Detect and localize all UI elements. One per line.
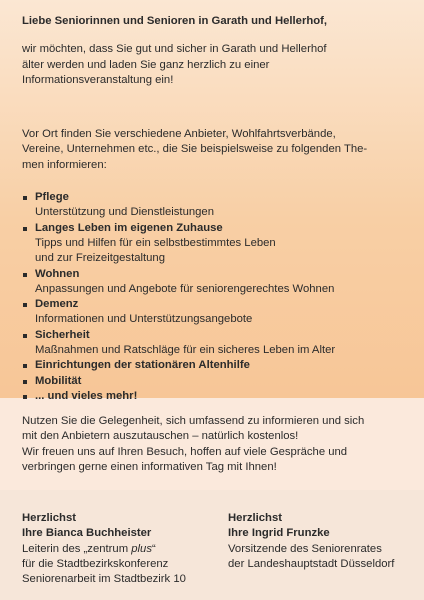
topic-description: und zur Freizeitgestaltung — [35, 252, 165, 265]
invitation-line: mit den Anbietern auszutauschen – natürlich kostenlos! — [22, 430, 299, 443]
topic-item-vieles-mehr — [22, 389, 406, 404]
topic-description: Informationen und Unterstützungsangebote — [35, 313, 253, 326]
invitation-paragraph — [22, 414, 406, 475]
signature-block — [22, 511, 412, 587]
topic-title: Sicherheit — [35, 328, 90, 341]
signature-name: Ihre Bianca Buchheister — [22, 527, 152, 540]
signature-name: Ihre Ingrid Frunzke — [228, 527, 330, 540]
signature-role-line: Seniorenarbeit im Stadtbezirk 10 — [22, 573, 186, 586]
topics-list — [22, 190, 406, 404]
topic-description: Tipps und Hilfen für ein selbstbestimmtes Leben — [35, 236, 276, 249]
providers-line: Vereine, Unternehmen etc., die Sie beispielsweise zu folgenden The- — [22, 143, 368, 156]
signature-role-prefix: Leiterin des „zentrum — [22, 542, 132, 555]
topic-item-pflege — [22, 190, 406, 221]
intro-line: wir möchten, dass Sie gut und sicher in Garath und Hellerhof — [22, 43, 327, 56]
topic-title: Demenz — [35, 298, 79, 311]
intro-line: Informationsveranstaltung ein! — [22, 73, 174, 86]
signature-role-line: für die Stadtbezirkskonferenz — [22, 557, 169, 570]
topic-title: ... und vieles mehr! — [35, 389, 138, 402]
signature-role-suffix: “ — [152, 542, 156, 555]
intro-line: älter werden und laden Sie ganz herzlich zu einer — [22, 58, 270, 71]
providers-line: Vor Ort finden Sie verschiedene Anbieter, Wohlfahrtsverbände, — [22, 128, 336, 141]
signature-greeting: Herzlichst — [228, 512, 282, 524]
signature-right — [228, 511, 412, 587]
topic-title: Wohnen — [35, 267, 80, 280]
signature-role-line: der Landeshauptstadt Düsseldorf — [228, 557, 395, 570]
topic-item-altenhilfe — [22, 358, 406, 373]
invitation-line: verbringen gerne einen informativen Tag mit Ihnen! — [22, 460, 277, 473]
topic-title: Langes Leben im eigenen Zuhause — [35, 221, 223, 234]
signature-role-italic: plus — [131, 542, 152, 555]
topic-item-sicherheit — [22, 328, 406, 359]
topic-item-demenz — [22, 297, 406, 328]
signature-greeting: Herzlichst — [22, 512, 76, 524]
providers-line: men informieren: — [22, 158, 107, 171]
signature-role-line: Vorsitzende des Seniorenrates — [228, 542, 382, 555]
topic-description: Unterstützung und Dienstleistungen — [35, 206, 214, 219]
topic-title: Mobilität — [35, 374, 82, 387]
providers-paragraph — [22, 127, 406, 173]
letter-body — [22, 14, 406, 404]
topic-item-wohnen — [22, 267, 406, 298]
topic-title: Pflege — [35, 191, 69, 204]
invitation-line: Nutzen Sie die Gelegenheit, sich umfassend zu informieren und sich — [22, 415, 365, 427]
topic-description: Maßnahmen und Ratschläge für ein sicheres Leben im Alter — [35, 344, 336, 357]
topic-title: Einrichtungen der stationären Altenhilfe — [35, 359, 250, 372]
signature-left — [22, 511, 228, 587]
salutation-heading: Liebe Seniorinnen und Senioren in Garath und Hellerhof, — [22, 15, 328, 27]
topic-item-langes-leben — [22, 221, 406, 267]
invitation-line: Wir freuen uns auf Ihren Besuch, hoffen auf viele Gespräche und — [22, 445, 348, 458]
intro-paragraph — [22, 42, 406, 88]
topic-description: Anpassungen und Angebote für seniorengerechtes Wohnen — [35, 282, 335, 295]
signature-role-line — [22, 542, 228, 557]
topic-item-mobilitaet — [22, 374, 406, 389]
